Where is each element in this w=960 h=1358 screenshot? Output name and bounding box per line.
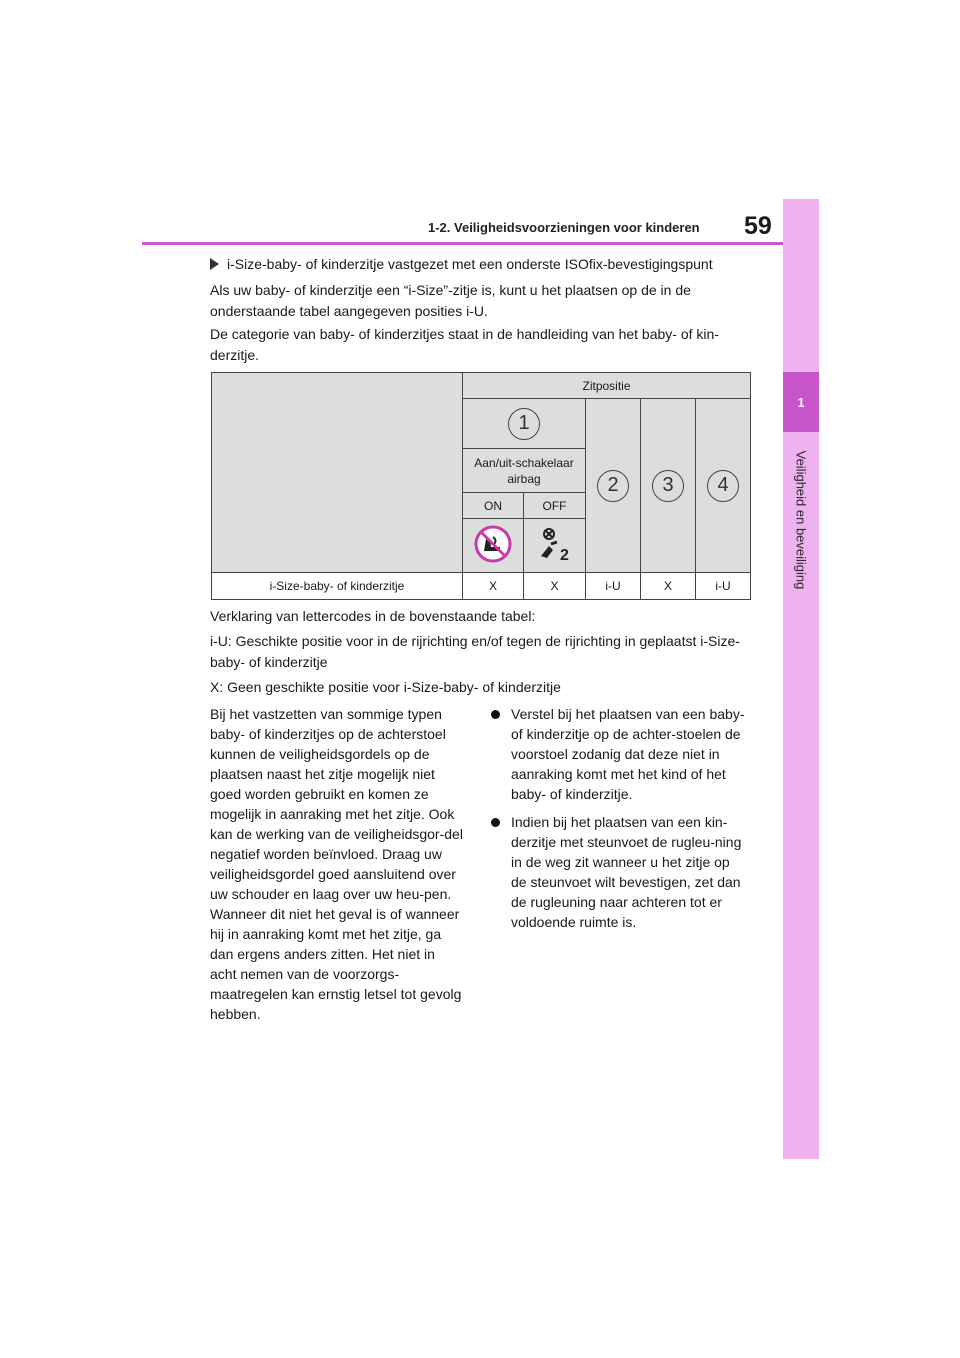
seat-number-3: 3 xyxy=(652,470,684,502)
chapter-number: 1 xyxy=(797,394,805,410)
caution-text-left: Bij het vastzetten van sommige typen baby- of kinderzitjes op de achterstoel kunnen de veiligheidsgordels op de plaatsen naast het zitje mogelijk niet goed worden gebruikt en komen ze mogelijk in aanraking met het zitje. Ook kan de werking van de veiligheidsgor-del negatief worden beïnvloed. Draag uw veiligheidsgordel goed aansluitend over uw schouder en laag over uw heu-pen. Wanneer dit niet het geval is of wanneer hij in aanraking komt met het zitje, ga dan ergens anders zitten. Het niet in acht nemen van de voorzorgs-maatregelen kan ernstig letsel tot gevolg hebben. xyxy=(210,706,463,1022)
seat-position-header: Zitpositie xyxy=(463,373,751,399)
seat-2-header xyxy=(586,399,641,573)
chapter-side-tab xyxy=(783,199,819,1159)
page-number: 59 xyxy=(744,212,772,240)
legend-iu: i-U: Geschikte positie voor in de rijrichting en/of tegen de rijrichting in geplaatst i-Size-baby- of kinderzitje xyxy=(210,633,740,670)
intro-paragraph-2: De categorie van baby- of kinderzitjes staat in de handleiding van het baby- of kin-derzitje. xyxy=(210,326,719,363)
on-header: ON xyxy=(463,493,524,519)
row-value-seat-3: X xyxy=(641,573,696,600)
row-value-off: X xyxy=(524,573,586,600)
seat-number-2: 2 xyxy=(597,470,629,502)
seat-1-header xyxy=(463,399,586,449)
seat-number-4: 4 xyxy=(707,470,739,502)
row-label: i-Size-baby- of kinderzitje xyxy=(212,573,463,600)
airbag-switch-header: Aan/uit-schakelaar airbag xyxy=(463,449,586,493)
bullet-dot-icon xyxy=(491,818,500,827)
chapter-label: Veiligheid en beveiliging xyxy=(793,450,809,590)
bullet-heading xyxy=(210,256,713,272)
airbag-off-icon xyxy=(535,524,575,564)
seat-4-header xyxy=(696,399,751,573)
airbag-on-cell xyxy=(463,519,524,573)
bullet-heading-text: i-Size-baby- of kinderzitje vastgezet met een onderste ISOfix-bevestigingspunt xyxy=(227,256,713,272)
bullet-dot-icon xyxy=(491,710,500,719)
off-header: OFF xyxy=(524,493,586,519)
seat-number-1: 1 xyxy=(508,408,540,440)
airbag-off-cell xyxy=(524,519,586,573)
row-value-seat-2: i-U xyxy=(586,573,641,600)
seat-3-header xyxy=(641,399,696,573)
svg-text:2: 2 xyxy=(559,547,569,564)
row-value-on: X xyxy=(463,573,524,600)
section-title: 1-2. Veiligheidsvoorzieningen voor kinderen xyxy=(428,220,700,235)
intro-paragraph-1: Als uw baby- of kinderzitje een “i-Size”-zitje is, kunt u het plaatsen op de in de onderstaande tabel aangegeven posities i-U. xyxy=(210,282,691,319)
seat-position-table xyxy=(211,372,751,600)
bullet-text: Indien bij het plaatsen van een kin-derzitje met steunvoet de rugleu-ning in de weg zit wanneer u het zitje op de steunvoet wilt bevestigen, zet dan de rugleuning naar achteren tot er voldoende ruimte is. xyxy=(511,814,742,930)
row-value-seat-4: i-U xyxy=(696,573,751,600)
triangle-bullet-icon xyxy=(210,258,219,270)
caution-bullets-right xyxy=(491,704,746,940)
header-divider xyxy=(142,242,783,245)
table-corner-cell xyxy=(212,373,463,573)
legend-x: X: Geen geschikte positie voor i-Size-baby- of kinderzitje xyxy=(210,679,561,695)
chapter-number-tab[interactable] xyxy=(783,372,819,432)
list-item xyxy=(491,704,746,804)
list-item xyxy=(491,812,746,932)
legend-intro: Verklaring van lettercodes in de bovenstaande tabel: xyxy=(210,608,536,624)
bullet-text: Verstel bij het plaatsen van een baby- of kinderzitje op de achter-stoelen de voorstoel zodanig dat deze niet in aanraking komt met het kind of het baby- of kinderzitje. xyxy=(511,706,745,802)
airbag-on-icon xyxy=(473,524,513,564)
